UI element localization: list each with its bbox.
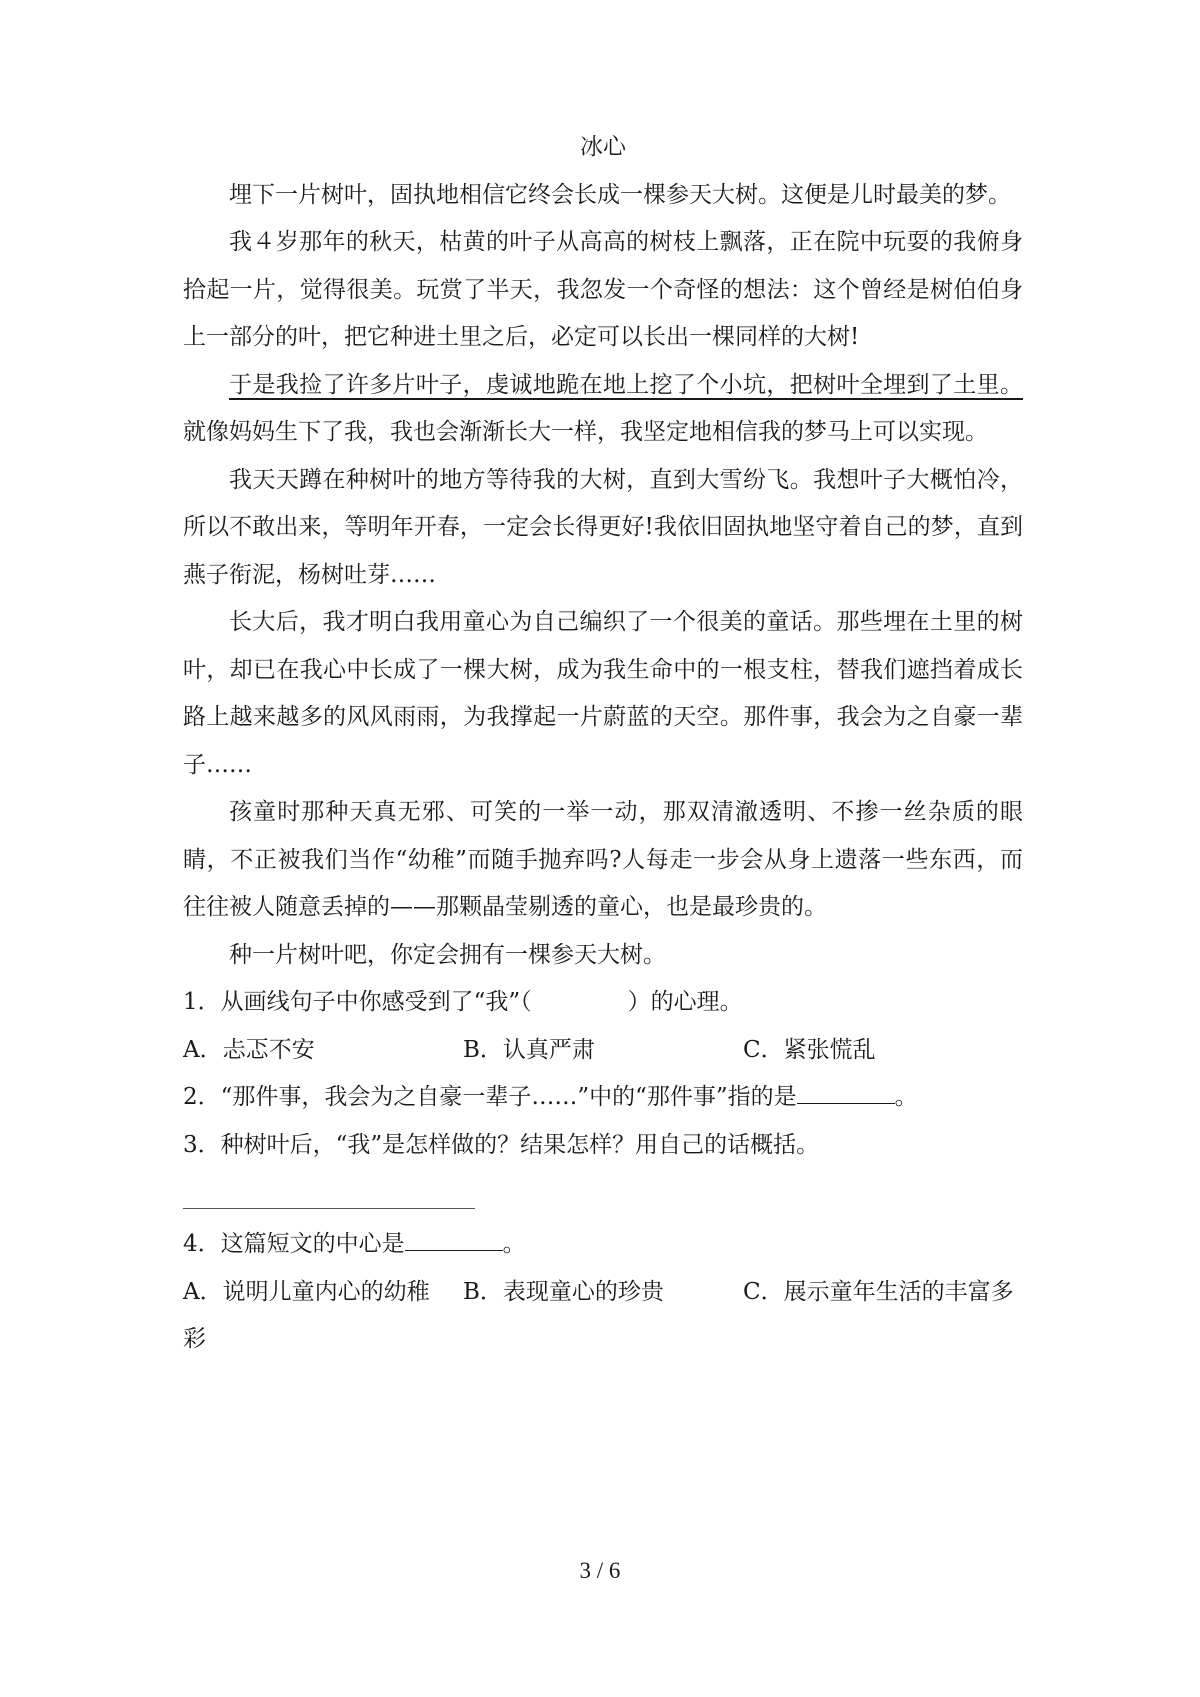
question-3: 3．种树叶后，“我”是怎样做的？结果怎样？用自己的话概括。 [183, 1131, 820, 1158]
question-1 [183, 979, 1023, 1027]
passage-title: 冰心 [580, 134, 626, 160]
question-2-text-before: 2．“那件事，我会为之自豪一辈子……”中的“那件事”指的是 [183, 1084, 797, 1110]
question-1-options [183, 1027, 1023, 1075]
question-1-text-after: ）的心理。 [627, 989, 743, 1015]
question-2-text-after: 。 [894, 1084, 918, 1110]
question-1-option-c[interactable]: C．紧张慌乱 [743, 1036, 876, 1063]
paragraph-2: 我４岁那年的秋天，枯黄的叶子从高高的树枝上飘落，正在院中玩耍的我俯身拾起一片，觉得很美。玩赏了半天，我忽发一个奇怪的想法：这个曾经是树伯伯身上一部分的叶，把它种进土里之后，必定可以长出一棵同样的大树! [183, 229, 1023, 350]
paragraph-7: 种一片树叶吧，你定会拥有一棵参天大树。 [229, 941, 666, 968]
question-2 [183, 1074, 1023, 1122]
question-4-option-b[interactable]: B．表现童心的珍贵 [463, 1278, 664, 1305]
paragraph-6: 孩童时那种天真无邪、可笑的一举一动，那双清澈透明、不掺一丝杂质的眼睛，不正被我们当作“幼稚”而随手抛弃吗?人每走一步会从身上遗落一些东西，而往往被人随意丢掉的——那颗晶莹剔透的童心，也是最珍贵的。 [183, 799, 1023, 920]
question-4-answer-line[interactable] [405, 1224, 503, 1251]
paragraph-3-rest: 就像妈妈生下了我，我也会渐渐长大一样，我坚定地相信我的梦马上可以实现。 [183, 419, 988, 445]
question-1-option-a[interactable]: A．忐忑不安 [183, 1036, 315, 1063]
underlined-sentence: 于是我捡了许多片叶子，虔诚地跪在地上挖了个小坑，把树叶全埋到了土里。 [229, 371, 1023, 398]
question-4-option-a[interactable]: A．说明儿童内心的幼稚 [183, 1278, 430, 1305]
question-1-text-before: 1．从画线句子中你感受到了“我”（ [183, 989, 532, 1015]
question-3-answer-line[interactable] [183, 1207, 475, 1209]
paragraph-4: 我天天蹲在种树叶的地方等待我的大树，直到大雪纷飞。我想叶子大概怕冷，所以不敢出来，等明年开春，一定会长得更好!我依旧固执地坚守着自己的梦，直到燕子衔泥，杨树吐芽…… [183, 466, 1023, 588]
question-2-answer-line[interactable] [797, 1077, 895, 1104]
document-page [183, 124, 1023, 1364]
paragraph-5: 长大后，我才明白我用童心为自己编织了一个很美的童话。那些埋在土里的树叶，却已在我心中长成了一棵大树，成为我生命中的一根支柱，替我们遮挡着成长路上越来越多的风风雨雨，为我撑起一片蔚蓝的天空。那件事，我会为之自豪一辈子…… [183, 609, 1023, 778]
question-4-text-before: 4．这篇短文的中心是 [183, 1231, 405, 1257]
question-4-text-after: 。 [502, 1231, 526, 1257]
paragraph-3 [183, 362, 1023, 457]
question-4-options [183, 1269, 1023, 1364]
question-4-option-c[interactable]: C．展示童年生活的丰富多 [743, 1278, 1014, 1305]
page-number: 3 / 6 [579, 1558, 621, 1583]
question-4-option-c-continued[interactable]: 彩 [183, 1326, 206, 1352]
paragraph-1: 埋下一片树叶，固执地相信它终会长成一棵参天大树。这便是儿时最美的梦。 [229, 181, 1011, 208]
question-4 [183, 1221, 1023, 1269]
question-1-option-b[interactable]: B．认真严肃 [463, 1036, 595, 1063]
